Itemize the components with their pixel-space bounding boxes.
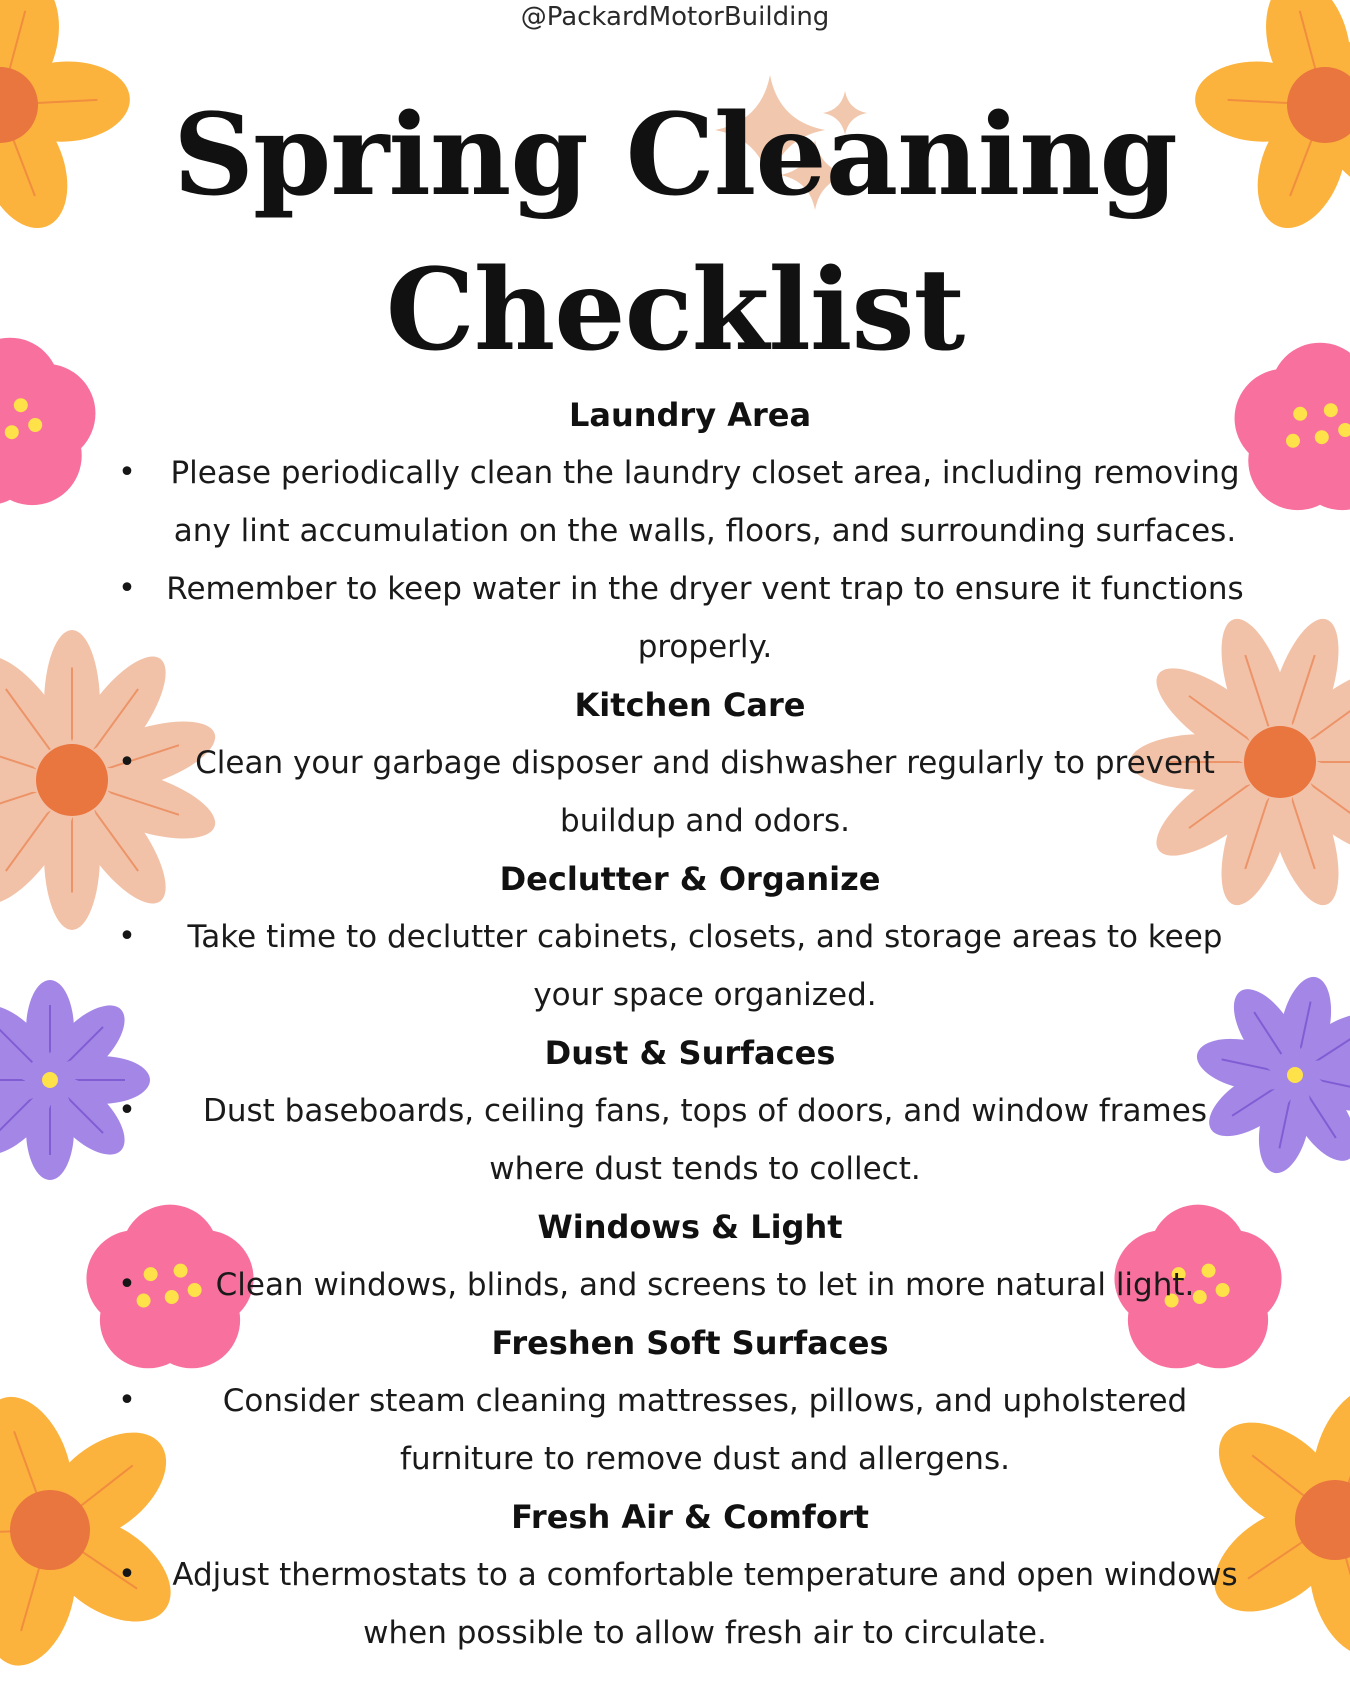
bullet-icon: • (118, 745, 136, 780)
account-handle: @PackardMotorBuilding (520, 2, 830, 32)
list-item-text: Remember to keep water in the dryer vent trap to ensure it functions properly. (166, 571, 1244, 665)
section-heading: Dust & Surfaces (544, 1034, 836, 1072)
section-heading: Freshen Soft Surfaces (491, 1324, 889, 1362)
list-item-text: Clean your garbage disposer and dishwasher regularly to prevent buildup and odors. (195, 745, 1215, 839)
list-item-text: Please periodically clean the laundry closet area, including removing any lint accumulation on the walls, floors, and surrounding surfaces. (170, 455, 1240, 549)
list-item-text: Adjust thermostats to a comfortable temperature and open windows when possible to allow fresh air to circulate. (172, 1557, 1238, 1651)
section-dust-surfaces (115, 1024, 1255, 1198)
list-item (115, 734, 1255, 850)
list-item (115, 1372, 1255, 1488)
bullet-icon: • (118, 1093, 136, 1128)
list-item (115, 444, 1255, 560)
page-title-line2: Checklist (385, 245, 965, 376)
section-heading: Windows & Light (537, 1208, 843, 1246)
section-declutter-organize (115, 850, 1255, 1024)
section-fresh-air-comfort (115, 1488, 1255, 1662)
list-item-text: Consider steam cleaning mattresses, pillows, and upholstered furniture to remove dust and allergens. (222, 1383, 1188, 1477)
list-item (115, 560, 1255, 676)
list-item-text: Dust baseboards, ceiling fans, tops of doors, and window frames where dust tends to collect. (203, 1093, 1207, 1187)
bullet-icon: • (118, 1557, 136, 1592)
bullet-icon: • (118, 919, 136, 954)
section-heading: Laundry Area (568, 396, 812, 434)
list-item (115, 1546, 1255, 1662)
section-kitchen-care (115, 676, 1255, 850)
section-windows-light (115, 1198, 1255, 1314)
bullet-icon: • (118, 1383, 136, 1418)
bullet-icon: • (118, 455, 136, 490)
page-title-line1: Spring Cleaning (173, 90, 1177, 221)
bullet-icon: • (118, 571, 136, 606)
section-heading: Kitchen Care (574, 686, 806, 724)
section-freshen-soft-surfaces (115, 1314, 1255, 1488)
list-item (115, 908, 1255, 1024)
list-item-text: Clean windows, blinds, and screens to let in more natural light. (215, 1267, 1195, 1303)
section-laundry-area (115, 386, 1255, 676)
list-item-text: Take time to declutter cabinets, closets, and storage areas to keep your space organized. (187, 919, 1223, 1013)
bullet-icon: • (118, 1267, 136, 1302)
section-heading: Declutter & Organize (499, 860, 881, 898)
section-heading: Fresh Air & Comfort (511, 1498, 869, 1536)
checklist (115, 386, 1255, 1662)
list-item (115, 1256, 1255, 1314)
list-item (115, 1082, 1255, 1198)
